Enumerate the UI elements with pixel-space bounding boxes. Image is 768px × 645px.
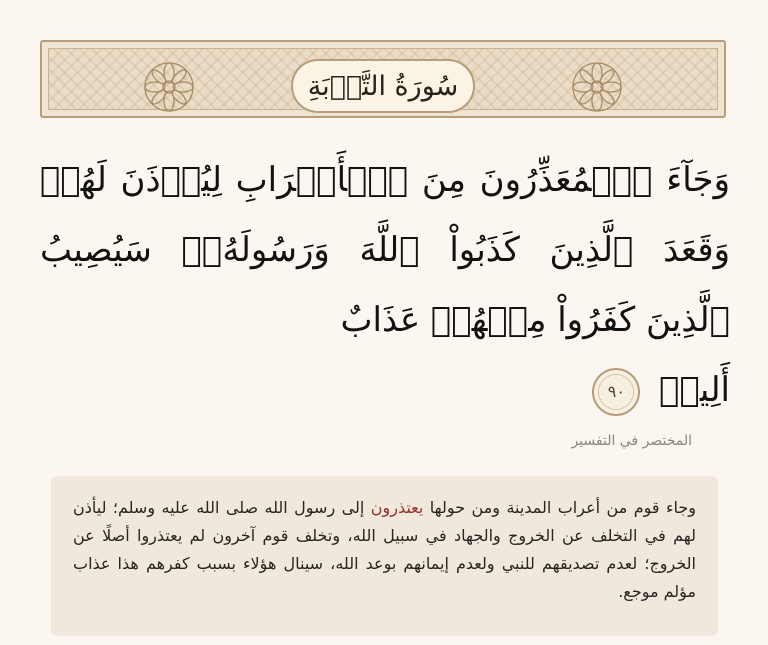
ayah-text[interactable] [40,145,730,410]
tafsir-text-after: إلى رسول الله صلى الله عليه وسلم؛ ليأذن لهم في التخلف عن الخروج والجهاد في سبيل الله، وتخلف قوم آخرون لم يعتذروا أصلًا عن الخروج؛ لعدم تصديقهم للنبي ولعدم إيمانهم بوعد الله، سينال هؤلاء بسبب كفرهم هذا عذاب مؤلم موجع. [73,498,696,601]
tafsir-text [73,494,696,606]
tafsir-box [51,476,718,636]
ayah-text-last: أَلِيمٞ [659,370,730,410]
surah-name: سُورَةُ التَّوۡبَةِ [307,70,459,102]
surah-header-ornament [48,48,718,110]
ayah-text-main: وَجَآءَ ٱلۡمُعَذِّرُونَ مِنَ ٱلۡأَعۡرَابِ لِيُؤۡذَنَ لَهُمۡ وَقَعَدَ ٱلَّذِينَ كَذَبُواْ ٱللَّهَ وَرَسُولَهُۥۚ سَيُصِيبُ ٱلَّذِينَ كَفَرُواْ مِنۡهُمۡ عَذَابٌ [40,160,730,340]
rosette-left-icon [141,59,197,115]
tafsir-highlight-word[interactable]: يعتذرون [370,498,424,517]
surah-name-cartouche [291,59,475,113]
tafsir-label: المختصر في التفسير [571,433,692,449]
surah-header [40,40,726,118]
tafsir-text-before: وجاء قوم من أعراب المدينة ومن حولها [423,498,696,517]
rosette-right-icon [569,59,625,115]
ayah-number-badge: ٩٠ [592,368,640,416]
